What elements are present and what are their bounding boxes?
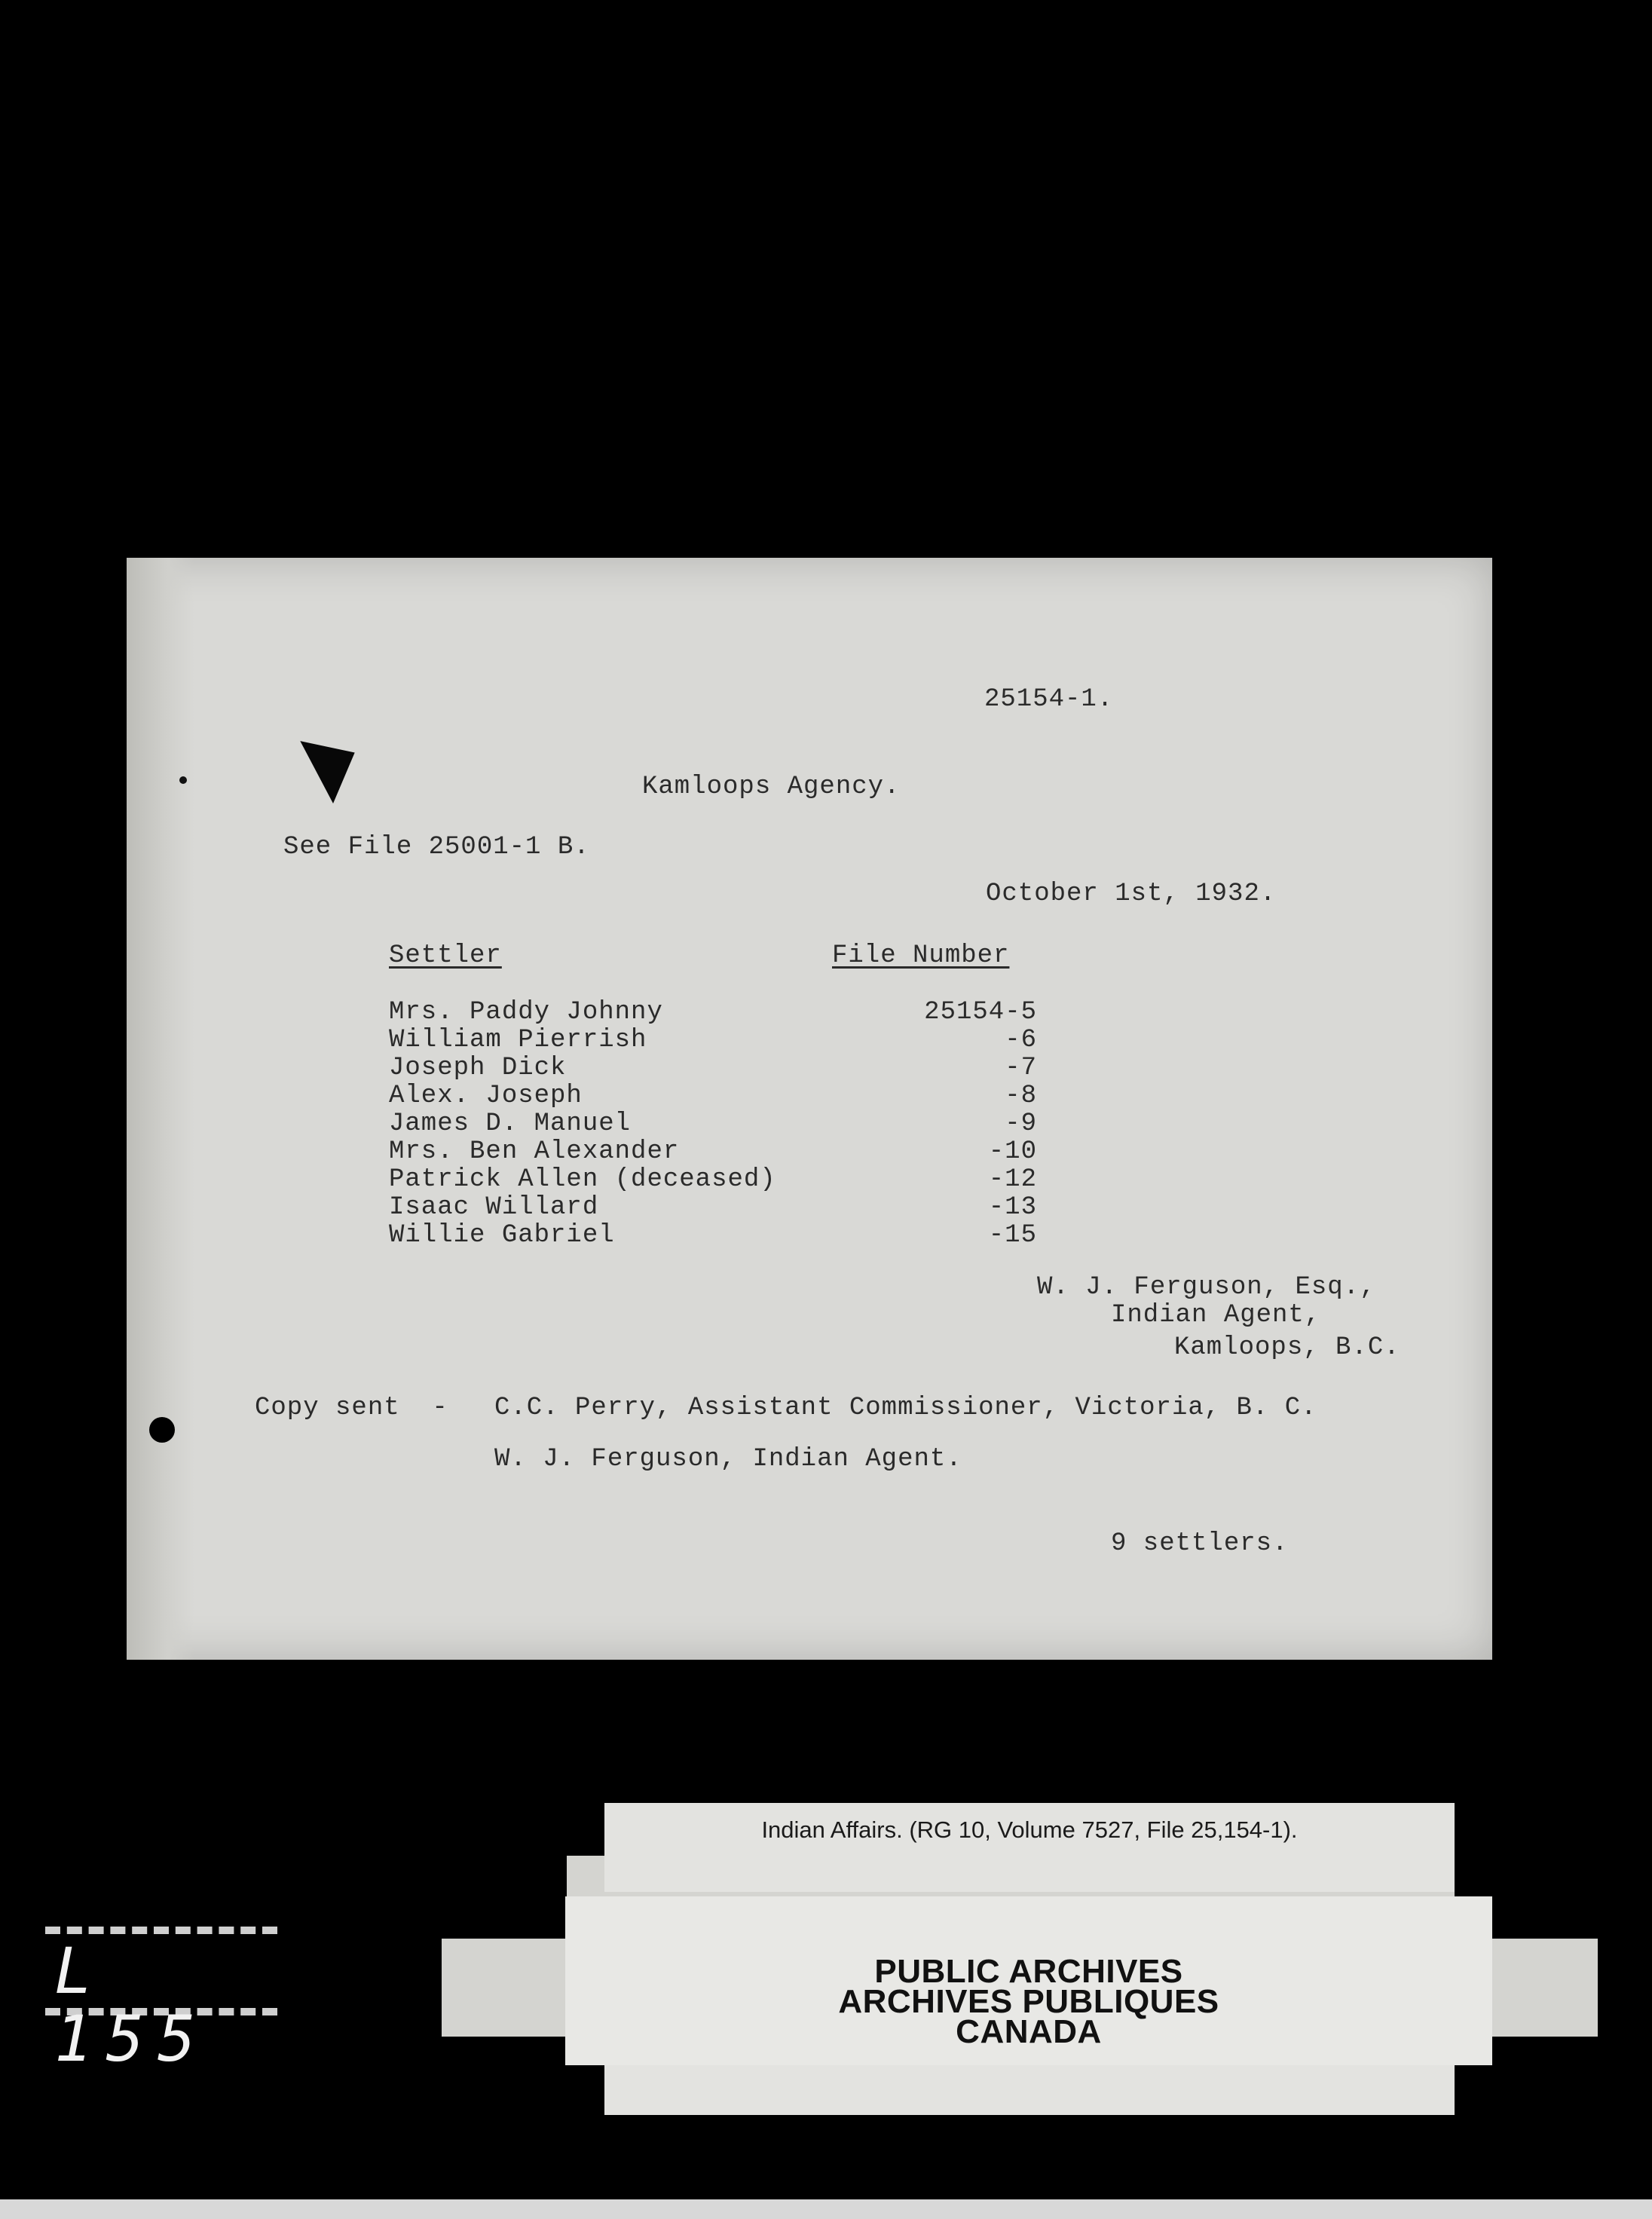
document-sheet [127, 558, 1492, 1660]
copy-sent-recipient-2: W. J. Ferguson, Indian Agent. [494, 1445, 962, 1474]
file-reference: 25154-1. [984, 685, 1114, 714]
settler-name: Willie Gabriel [389, 1221, 615, 1250]
archive-country: CANADA [956, 2013, 1102, 2050]
settler-file-number: 25154-5 [924, 998, 1037, 1027]
settler-file-number: -13 [988, 1193, 1037, 1222]
agency-heading: Kamloops Agency. [642, 773, 901, 801]
archive-title-fr: ARCHIVES PUBLIQUES [838, 1983, 1219, 2020]
settler-name: Joseph Dick [389, 1054, 567, 1082]
settler-column-header: Settler [389, 941, 502, 970]
sheet-fold-shadow [127, 558, 194, 1660]
address-line-3: Kamloops, B.C. [1174, 1333, 1400, 1362]
tear-mark [289, 741, 354, 806]
settler-file-number: -8 [1005, 1082, 1037, 1110]
settler-name: William Pierrish [389, 1026, 647, 1054]
settler-name: Isaac Willard [389, 1193, 599, 1222]
file-number-column-header: File Number [832, 941, 1010, 970]
settler-file-number: -15 [988, 1221, 1037, 1250]
settler-file-number: -7 [1005, 1054, 1037, 1082]
archive-reference: Indian Affairs. (RG 10, Volume 7527, File 25,154-1). [761, 1817, 1298, 1843]
settler-name: Mrs. Paddy Johnny [389, 998, 663, 1027]
archive-title-en: PUBLIC ARCHIVES [874, 1953, 1183, 1990]
punch-hole [149, 1417, 175, 1443]
settler-name: Mrs. Ben Alexander [389, 1137, 680, 1166]
address-line-2: Indian Agent, [1111, 1301, 1321, 1330]
settler-name: Patrick Allen (deceased) [389, 1165, 776, 1194]
film-edge [0, 2199, 1652, 2219]
settler-file-number: -9 [1005, 1110, 1037, 1138]
settler-file-number: -12 [988, 1165, 1037, 1194]
settler-file-number: -10 [988, 1137, 1037, 1166]
copy-sent-recipient-1: C.C. Perry, Assistant Commissioner, Victoria, B. C. [494, 1394, 1317, 1422]
see-file-note: See File 25001-1 B. [283, 833, 590, 862]
copy-sent-label: Copy sent - [255, 1394, 448, 1422]
punch-dot [179, 776, 187, 784]
archive-label-bottom-strip [604, 2065, 1455, 2115]
document-date: October 1st, 1932. [986, 880, 1277, 908]
address-line-1: W. J. Ferguson, Esq., [1037, 1273, 1376, 1302]
label-notch-left [442, 1856, 567, 1939]
settler-count: 9 settlers. [1111, 1529, 1289, 1558]
settler-name: James D. Manuel [389, 1110, 632, 1138]
settler-name: Alex. Joseph [389, 1082, 583, 1110]
settler-file-number: -6 [1005, 1026, 1037, 1054]
frame-counter: L 155 [54, 1934, 210, 2076]
